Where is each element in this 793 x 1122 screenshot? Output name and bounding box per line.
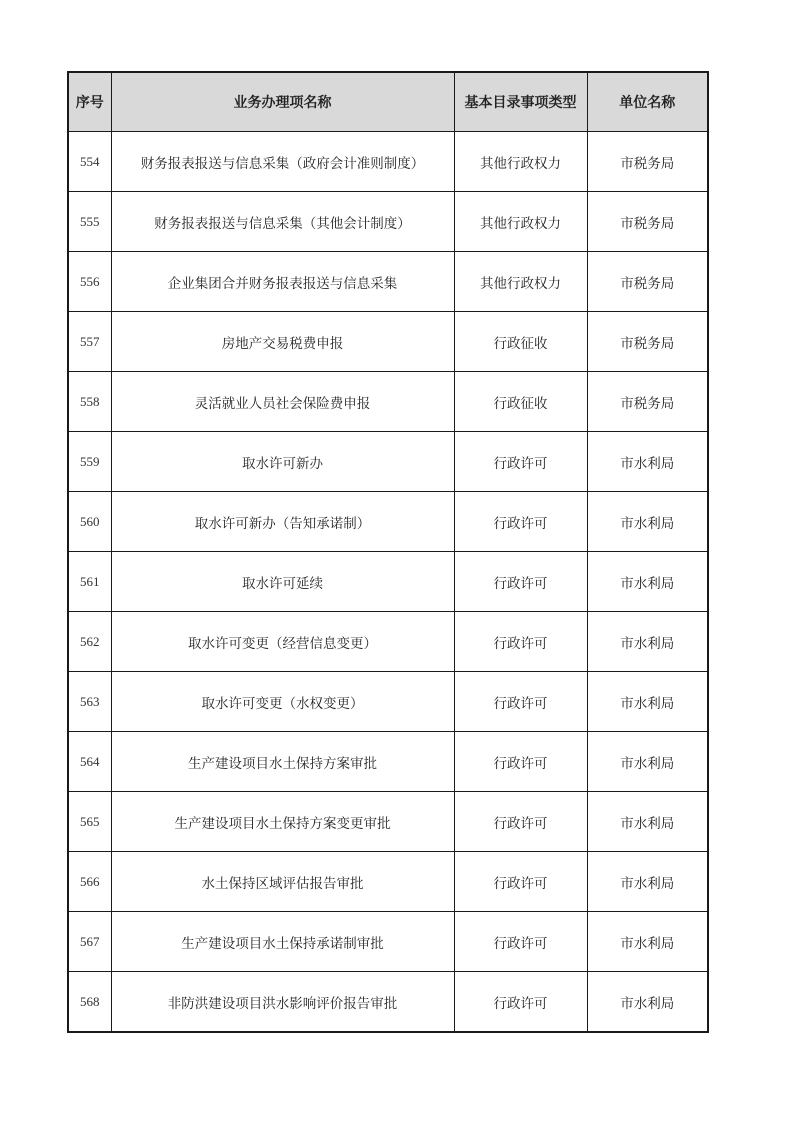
table-row (68, 492, 708, 552)
table-body (68, 132, 708, 1033)
cell-serial-no: 557 (68, 312, 111, 372)
cell-item-type: 行政许可 (454, 672, 587, 732)
table-row (68, 252, 708, 312)
header-item-name: 业务办理项名称 (111, 72, 454, 132)
table-header (68, 72, 708, 132)
cell-item-type: 其他行政权力 (454, 132, 587, 192)
cell-item-name: 灵活就业人员社会保险费申报 (111, 372, 454, 432)
table-row (68, 912, 708, 972)
cell-item-name: 财务报表报送与信息采集（其他会计制度） (111, 192, 454, 252)
table-row (68, 972, 708, 1033)
cell-item-type: 行政许可 (454, 612, 587, 672)
table-row (68, 852, 708, 912)
cell-item-type: 行政许可 (454, 432, 587, 492)
cell-item-name: 取水许可变更（经营信息变更） (111, 612, 454, 672)
cell-unit-name: 市水利局 (587, 672, 708, 732)
table-row (68, 552, 708, 612)
cell-item-name: 水土保持区域评估报告审批 (111, 852, 454, 912)
header-item-type: 基本目录事项类型 (454, 72, 587, 132)
cell-item-type: 行政许可 (454, 972, 587, 1033)
cell-serial-no: 562 (68, 612, 111, 672)
cell-item-name: 生产建设项目水土保持方案审批 (111, 732, 454, 792)
table-row (68, 672, 708, 732)
cell-serial-no: 566 (68, 852, 111, 912)
cell-serial-no: 565 (68, 792, 111, 852)
cell-item-name: 生产建设项目水土保持方案变更审批 (111, 792, 454, 852)
cell-unit-name: 市水利局 (587, 852, 708, 912)
header-serial-no: 序号 (68, 72, 111, 132)
cell-unit-name: 市水利局 (587, 612, 708, 672)
cell-unit-name: 市水利局 (587, 972, 708, 1033)
cell-item-type: 行政征收 (454, 372, 587, 432)
table-row (68, 612, 708, 672)
cell-unit-name: 市税务局 (587, 372, 708, 432)
cell-item-name: 取水许可变更（水权变更） (111, 672, 454, 732)
cell-unit-name: 市水利局 (587, 432, 708, 492)
cell-unit-name: 市税务局 (587, 132, 708, 192)
cell-serial-no: 555 (68, 192, 111, 252)
table-row (68, 372, 708, 432)
cell-item-name: 取水许可延续 (111, 552, 454, 612)
cell-serial-no: 556 (68, 252, 111, 312)
cell-item-type: 行政许可 (454, 492, 587, 552)
cell-serial-no: 559 (68, 432, 111, 492)
cell-item-name: 企业集团合并财务报表报送与信息采集 (111, 252, 454, 312)
table-row (68, 312, 708, 372)
cell-serial-no: 563 (68, 672, 111, 732)
cell-item-type: 行政许可 (454, 732, 587, 792)
cell-serial-no: 564 (68, 732, 111, 792)
cell-item-type: 行政许可 (454, 852, 587, 912)
cell-unit-name: 市税务局 (587, 312, 708, 372)
cell-serial-no: 554 (68, 132, 111, 192)
cell-item-name: 财务报表报送与信息采集（政府会计准则制度） (111, 132, 454, 192)
cell-item-name: 取水许可新办（告知承诺制） (111, 492, 454, 552)
cell-serial-no: 561 (68, 552, 111, 612)
table-row (68, 432, 708, 492)
table-row (68, 792, 708, 852)
cell-item-name: 非防洪建设项目洪水影响评价报告审批 (111, 972, 454, 1033)
header-row (68, 72, 708, 132)
cell-unit-name: 市水利局 (587, 912, 708, 972)
cell-serial-no: 567 (68, 912, 111, 972)
cell-item-type: 其他行政权力 (454, 252, 587, 312)
cell-item-type: 行政许可 (454, 552, 587, 612)
cell-unit-name: 市水利局 (587, 492, 708, 552)
header-unit-name: 单位名称 (587, 72, 708, 132)
cell-unit-name: 市水利局 (587, 552, 708, 612)
cell-unit-name: 市水利局 (587, 792, 708, 852)
cell-serial-no: 560 (68, 492, 111, 552)
cell-serial-no: 568 (68, 972, 111, 1033)
table-row (68, 732, 708, 792)
cell-serial-no: 558 (68, 372, 111, 432)
cell-item-type: 其他行政权力 (454, 192, 587, 252)
service-items-table (67, 71, 709, 1033)
cell-unit-name: 市水利局 (587, 732, 708, 792)
cell-unit-name: 市税务局 (587, 252, 708, 312)
cell-item-type: 行政征收 (454, 312, 587, 372)
cell-item-name: 房地产交易税费申报 (111, 312, 454, 372)
cell-item-name: 生产建设项目水土保持承诺制审批 (111, 912, 454, 972)
cell-item-name: 取水许可新办 (111, 432, 454, 492)
cell-item-type: 行政许可 (454, 912, 587, 972)
cell-unit-name: 市税务局 (587, 192, 708, 252)
table-row (68, 192, 708, 252)
cell-item-type: 行政许可 (454, 792, 587, 852)
table-row (68, 132, 708, 192)
